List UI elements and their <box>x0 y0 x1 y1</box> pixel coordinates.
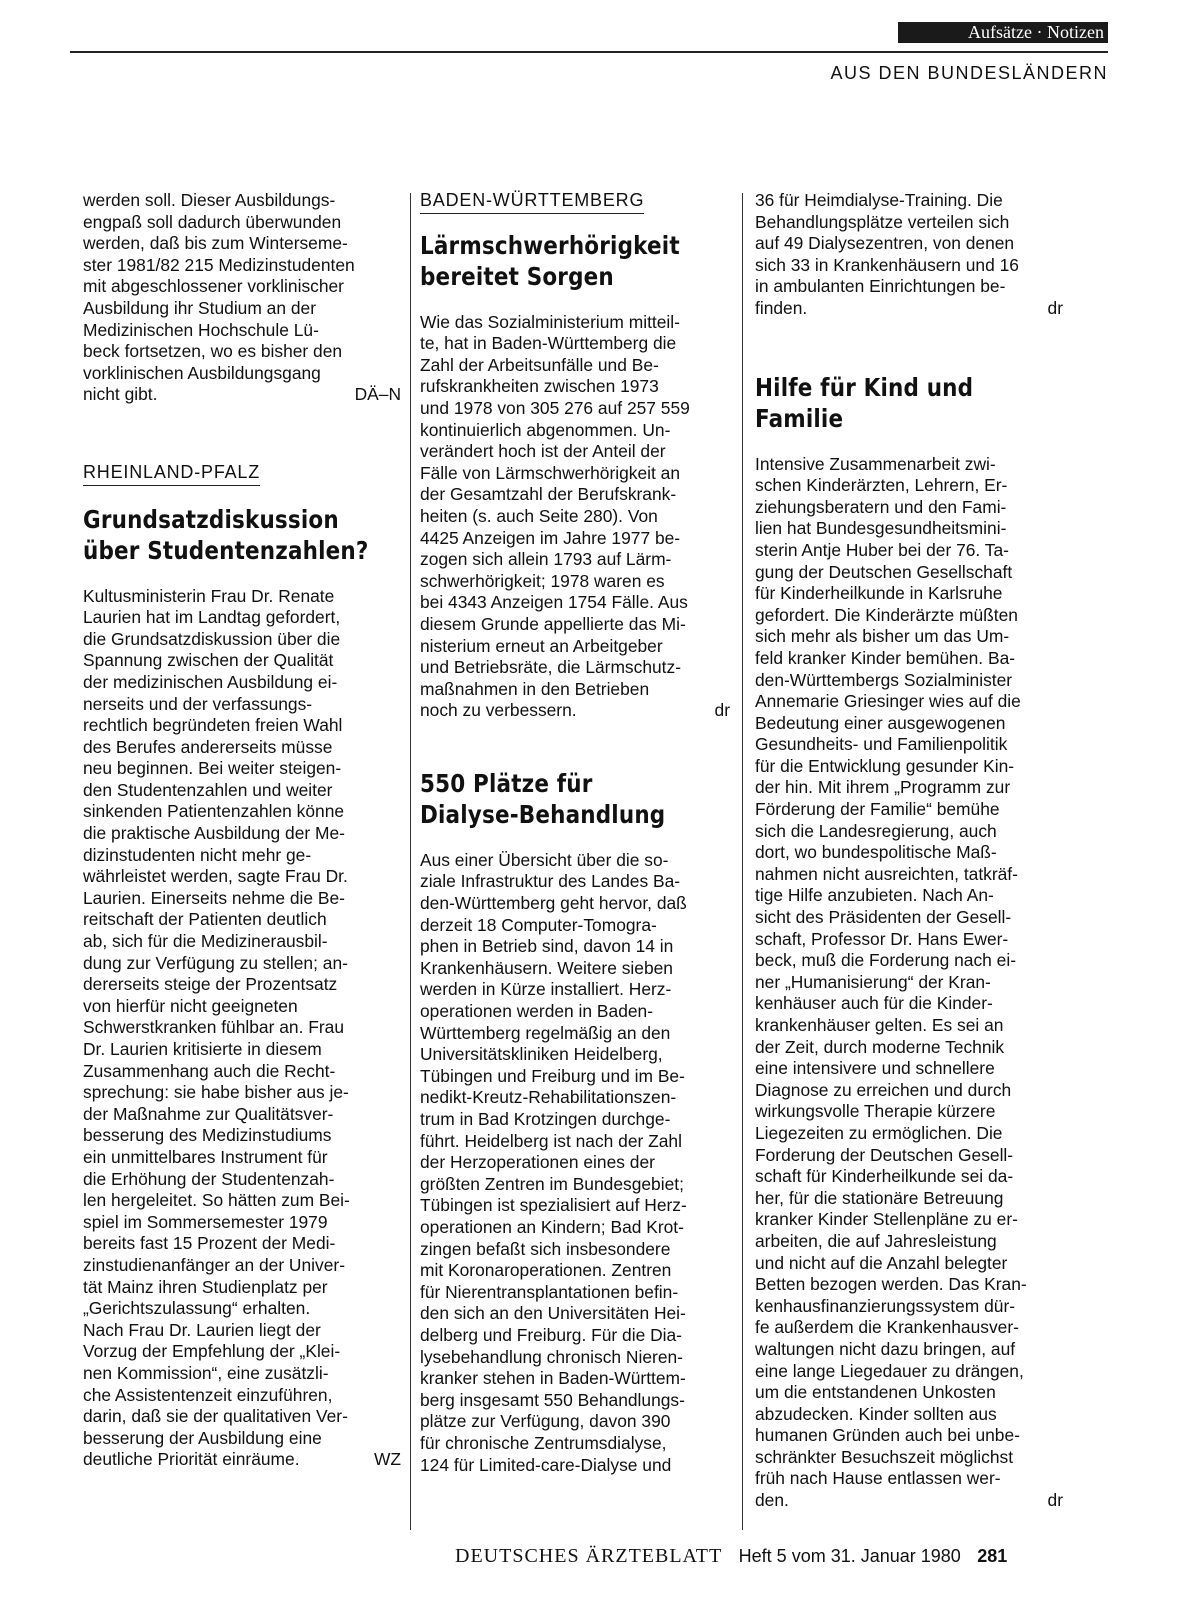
section-subtitle: AUS DEN BUNDESLÄNDERN <box>830 63 1108 83</box>
article-headline: 550 Plätze für Dialyse-Behandlung <box>420 768 666 829</box>
column-1 <box>83 190 401 1471</box>
article-headline: Hilfe für Kind und Familie <box>755 372 974 433</box>
region-label: BADEN-WÜRTTEMBERG <box>420 190 644 214</box>
author-sign: dr <box>1047 1490 1063 1511</box>
region-label: RHEINLAND-PFALZ <box>83 462 260 486</box>
author-sign: dr <box>1047 297 1063 318</box>
continued-article-text: 36 für Heimdialyse-Training. Die Behandlungsplätze verteilen sich auf 49 Dialysezentren, von denen sich 33 in Krankenhäusern und 16 in ambulanten Einrichtungen be- finden. dr <box>755 190 1063 318</box>
article-text: Aus einer Übersicht über die so- ziale Infrastruktur des Landes Ba- den-Württemberg geht hervor, daß derzeit 18 Computer-Tomogra- phen in Betrieb sind, davon 14 in Krankenhäusern. Weitere sieben werden in Kürze installiert. Herz- operationen werden in Baden- Württemberg regelmäßig an den Universitätskliniken Heidelberg, Tübingen und Freiburg und im Be- nedikt-Kreutz-Rehabilitationszen- trum in Bad Krotzingen durchge- führt. Heidelberg ist nach der Zahl der Herzoperationen eines der größten Zentren im Bundesgebiet; Tübingen ist spezialisiert auf Herz- operationen an Kindern; Bad Krot- zingen befaßt sich insbesondere mit Koronaroperationen. Zentren für Nierentransplantationen befin- den sich an den Universitäten Hei- delberg und Freiburg. Für die Dia- lysebehandlung chronisch Nieren- kranker stehen in Baden-Württem- berg insgesamt 550 Behandlungs- plätze zur Verfügung, davon 390 für chronische Zentrumsdialyse, 124 für Limited-care-Dialyse und <box>420 849 687 1475</box>
page-footer <box>455 1545 1007 1568</box>
continued-article-text: werden soll. Dieser Ausbildungs- engpaß soll dadurch überwunden werden, daß bis zum Winterseme- ster 1981/82 215 Medizinstudenten mit abgeschlossener vorklinischer Ausbildung ihr Studium an der Medizinischen Hochschule Lü- beck fortsetzen, wo es bisher den vorklinischen Ausbildungsgang nicht gibt. DÄ–N <box>83 190 401 405</box>
journal-name: DEUTSCHES ÄRZTEBLATT <box>455 1545 723 1567</box>
header-rule <box>70 51 1108 53</box>
column-divider <box>410 193 411 1530</box>
author-sign: dr <box>714 700 730 721</box>
article-text: Kultusministerin Frau Dr. Renate Laurien hat im Landtag gefordert, die Grundsatzdiskussion über die Spannung zwischen der Qualität der medizinischen Ausbildung ei- nerseits und der verfassungs- rechtlich begründeten freien Wahl des Berufes andererseits müsse neu beginnen. Bei weiter steigen- den Studentenzahlen und weiter sinkenden Patientenzahlen könne die praktische Ausbildung der Me- dizinstudenten nicht mehr ge- währleistet werden, sagte Frau Dr. Laurien. Einerseits nehme die Be- reitschaft der Patienten deutlich ab, sich für die Medizinerausbil- dung zur Verfügung zu stellen; an- dererseits steige der Prozentsatz von hierfür nicht geeigneten Schwerstkranken fühlbar an. Frau Dr. Laurien kritisierte in diesem Zusammenhang auch die Recht- sprechung: sie habe bisher aus je- der Maßnahme zur Qualitätsver- besserung des Medizinstudiums ein unmittelbares Instrument für die Erhöhung der Studentenzah- len hergeleitet. So hätten zum Bei- spiel im Sommersemester 1979 bereits fast 15 Prozent der Medi- zinstudienanfänger an der Univer- tät Mainz ihren Studienplatz per „Gerichtszulassung“ erhalten. Nach Frau Dr. Laurien liegt der Vorzug der Empfehlung der „Klei- nen Kommission“, eine zusätzli- che Assistentenzeit einzuführen, darin, daß sie der qualitativen Ver- besserung der Ausbildung eine deutliche Priorität einräume. WZ <box>83 585 401 1470</box>
section-badge: Aufsätze · Notizen <box>898 22 1108 43</box>
article-text: Wie das Sozialministerium mitteil- te, hat in Baden-Württemberg die Zahl der Arbeitsunfälle und Be- rufskrankheiten zwischen 1973 und 1978 von 305 276 auf 257 559 kontinuierlich abgenommen. Un- verändert hoch ist der Anteil der Fälle von Lärmschwerhörigkeit an der Gesamtzahl der Berufskrank- heiten (s. auch Seite 280). Von 4425 Anzeigen im Jahre 1977 be- zogen sich allein 1793 auf Lärm- schwerhörigkeit; 1978 waren es bei 4343 Anzeigen 1754 Fälle. Aus diesem Grunde appellierte das Mi- nisterium erneut an Arbeitgeber und Betriebsräte, die Lärmschutz- maßnahmen in den Betrieben noch zu verbessern. dr <box>420 311 730 721</box>
column-2 <box>420 190 730 1476</box>
article-headline: Lärmschwerhörigkeit bereitet Sorgen <box>420 230 680 291</box>
author-sign: DÄ–N <box>354 384 401 405</box>
article-headline: Grundsatzdiskussion über Studentenzahlen? <box>83 504 369 565</box>
page-number: 281 <box>977 1546 1008 1566</box>
article-text: Intensive Zusammenarbeit zwi- schen Kinderärzten, Lehrern, Er- ziehungsberatern und den Fami- lien hat Bundesgesundheitsmini- sterin Antje Huber bei der 76. Ta- gung der Deutschen Gesellschaft für Kinderheilkunde in Karlsruhe gefordert. Die Kinderärzte müßten sich mehr als bisher um das Um- feld kranker Kinder bemühen. Ba- den-Württembergs Sozialminister Annemarie Griesinger wies auf die Bedeutung einer ausgewogenen Gesundheits- und Familienpolitik für die Entwicklung gesunder Kin- der hin. Mit ihrem „Programm zur Förderung der Familie“ bemühe sich die Landesregierung, auch dort, wo bundespolitische Maß- nahmen nicht ausreichten, tatkräf- tige Hilfe anzubieten. Nach An- sicht des Präsidenten der Gesell- schaft, Professor Dr. Hans Ewer- beck, muß die Forderung nach ei- ner „Humanisierung“ der Kran- kenhäuser auch für die Kinder- krankenhäuser gelten. Es sei an der Zeit, durch moderne Technik eine intensivere und schnellere Diagnose zu erreichen und durch wirkungsvolle Therapie kürzere Liegezeiten zu ermöglichen. Die Forderung der Deutschen Gesell- schaft für Kinderheilkunde sei da- her, für die stationäre Betreuung kranker Kinder Stellenpläne zu er- arbeiten, die auf Jahresleistung und nicht auf die Anzahl belegter Betten bezogen werden. Das Kran- kenhausfinanzierungssystem dür- fe außerdem die Krankenhausver- waltungen nicht dazu bringen, auf eine lange Liegedauer zu drängen, um die entstandenen Unkosten abzudecken. Kinder sollten aus humanen Gründen auch bei unbe- schränkter Besuchszeit möglichst früh nach Hause entlassen wer- den. dr <box>755 453 1063 1511</box>
issue-info: Heft 5 vom 31. Januar 1980 <box>738 1546 961 1566</box>
author-sign: WZ <box>373 1449 401 1470</box>
column-3 <box>755 190 1063 1512</box>
column-divider <box>742 193 743 1530</box>
